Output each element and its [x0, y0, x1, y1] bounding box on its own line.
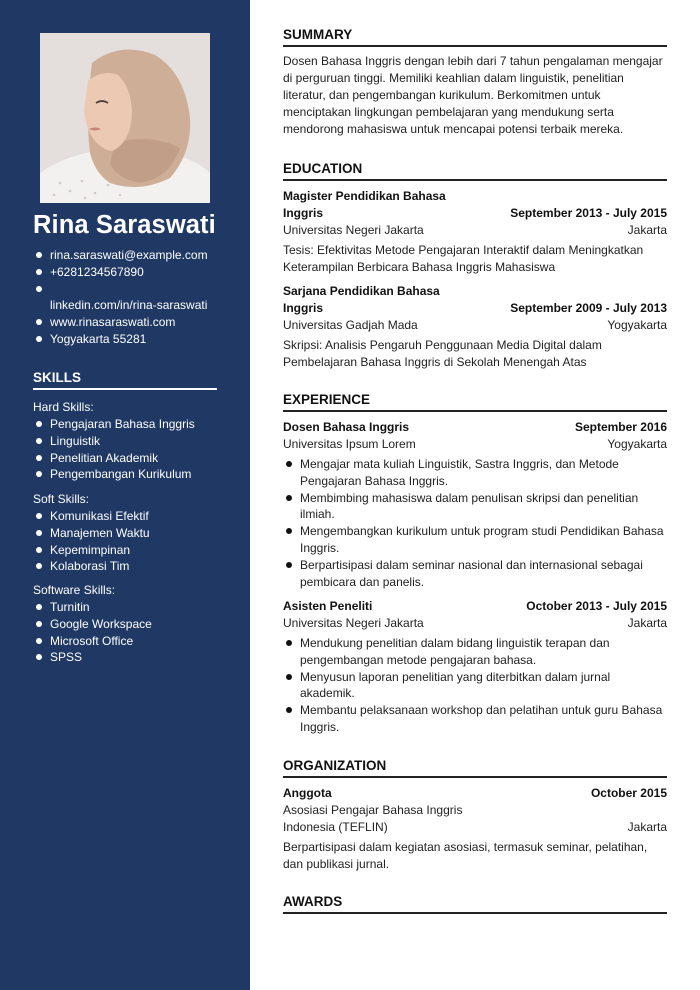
contact-linkedin[interactable] [33, 281, 233, 315]
organization-description: Berpartisipasi dalam kegiatan asosiasi, termasuk seminar, pelatihan, dan publikasi jurnal. [283, 840, 648, 871]
summary-text: Dosen Bahasa Inggris dengan lebih dari 7 tahun pengalaman mengajar di perguruan tinggi. Memiliki keahlian dalam linguistik, penelitian literatur, dan pengembangan kurikulum. Berkomitmen untuk menciptakan lingkungan pembelajaran yang mendukung serta mendorong mahasiswa untuk mencapai potensi terbaik mereka. [283, 54, 663, 136]
education-entry [283, 188, 667, 276]
contact-list [33, 247, 233, 348]
skills-group-label: Soft Skills: [33, 492, 90, 506]
education-institution: Universitas Negeri Jakarta [283, 223, 424, 237]
skill-item: Pengajaran Bahasa Inggris [33, 416, 233, 433]
education-dates: September 2013 - July 2015 [510, 206, 667, 220]
experience-bullets [283, 635, 667, 736]
contact-email[interactable]: rina.saraswati@example.com [33, 247, 233, 264]
skill-item: Google Workspace [33, 616, 233, 633]
skills-heading: SKILLS [33, 370, 217, 390]
skill-item: Komunikasi Efektif [33, 508, 233, 525]
skill-item: Turnitin [33, 599, 233, 616]
experience-organization: Universitas Ipsum Lorem [283, 437, 416, 451]
experience-heading: EXPERIENCE [283, 392, 667, 412]
skill-item: Pengembangan Kurikulum [33, 466, 233, 483]
skill-item: Penelitian Akademik [33, 450, 233, 467]
organization-location: Jakarta [627, 820, 667, 834]
organization-entry [283, 785, 667, 873]
experience-dates: October 2013 - July 2015 [526, 599, 667, 613]
skills-group-soft [33, 491, 233, 575]
organization-heading: ORGANIZATION [283, 758, 667, 778]
experience-bullet: Membimbing mahasiswa dalam penulisan skripsi dan penelitian ilmiah. [283, 490, 667, 524]
experience-bullet: Mendukung penelitian dalam bidang linguistik terapan dan pengembangan metode pengajaran bahasa. [283, 635, 667, 669]
experience-entry [283, 598, 667, 736]
skills-group-label: Hard Skills: [33, 400, 94, 414]
experience-role: Asisten Peneliti [283, 599, 373, 613]
summary-heading: SUMMARY [283, 27, 667, 47]
experience-dates: September 2016 [574, 420, 667, 434]
education-institution: Universitas Gadjah Mada [283, 318, 418, 332]
experience-organization: Universitas Negeri Jakarta [283, 616, 424, 630]
skills-group-hard [33, 399, 233, 483]
experience-entry [283, 419, 667, 590]
education-degree: Sarjana Pendidikan Bahasa Inggris [283, 284, 440, 315]
education-location: Yogyakarta [607, 318, 667, 332]
experience-bullet: Menyusun laporan penelitian yang diterbitkan dalam jurnal akademik. [283, 669, 667, 703]
education-entry [283, 283, 667, 371]
skill-item: Manajemen Waktu [33, 525, 233, 542]
awards-heading: AWARDS [283, 894, 667, 914]
contact-linkedin-text[interactable]: linkedin.com/in/rina-saraswati [50, 298, 208, 313]
contact-location: Yogyakarta 55281 [33, 331, 233, 348]
education-dates: September 2009 - July 2013 [510, 301, 667, 315]
education-location: Jakarta [627, 223, 667, 237]
contact-phone[interactable]: +6281234567890 [33, 264, 233, 281]
experience-bullet: Mengembangkan kurikulum untuk program studi Pendidikan Bahasa Inggris. [283, 523, 667, 557]
experience-bullet: Mengajar mata kuliah Linguistik, Sastra Inggris, dan Metode Pengajaran Bahasa Inggris. [283, 456, 667, 490]
organization-role: Anggota [283, 786, 332, 800]
skill-item: Kepemimpinan [33, 542, 233, 559]
organization-dates: October 2015 [590, 786, 667, 800]
experience-location: Yogyakarta [607, 437, 667, 451]
experience-location: Jakarta [627, 616, 667, 630]
skills-group-label: Software Skills: [33, 583, 116, 597]
skill-item: Kolaborasi Tim [33, 558, 233, 575]
skill-item: Linguistik [33, 433, 233, 450]
experience-bullet: Berpartisipasi dalam seminar nasional dan internasional sebagai pembicara dan panelis. [283, 557, 667, 591]
skill-item: SPSS [33, 649, 233, 666]
profile-photo [40, 33, 210, 203]
profile-name: Rina Saraswati [33, 211, 216, 239]
skills-group-software [33, 582, 233, 666]
experience-bullet: Membantu pelaksanaan workshop dan pelatihan untuk guru Bahasa Inggris. [283, 702, 667, 736]
education-description: Tesis: Efektivitas Metode Pengajaran Interaktif dalam Meningkatkan Keterampilan Berbicara Bahasa Inggris Mahasiswa [283, 243, 644, 274]
skill-item: Microsoft Office [33, 633, 233, 650]
experience-bullets [283, 456, 667, 590]
contact-website[interactable]: www.rinasaraswati.com [33, 314, 233, 331]
education-description: Skripsi: Analisis Pengaruh Penggunaan Media Digital dalam Pembelajaran Bahasa Inggris di Sekolah Menengah Atas [283, 338, 602, 369]
experience-role: Dosen Bahasa Inggris [283, 420, 410, 434]
education-heading: EDUCATION [283, 161, 667, 181]
sidebar [0, 0, 250, 990]
education-degree: Magister Pendidikan Bahasa Inggris [283, 189, 446, 220]
organization-name: Asosiasi Pengajar Bahasa Inggris Indonesia (TEFLIN) [283, 803, 463, 834]
profile-photo-illustration [40, 33, 210, 203]
